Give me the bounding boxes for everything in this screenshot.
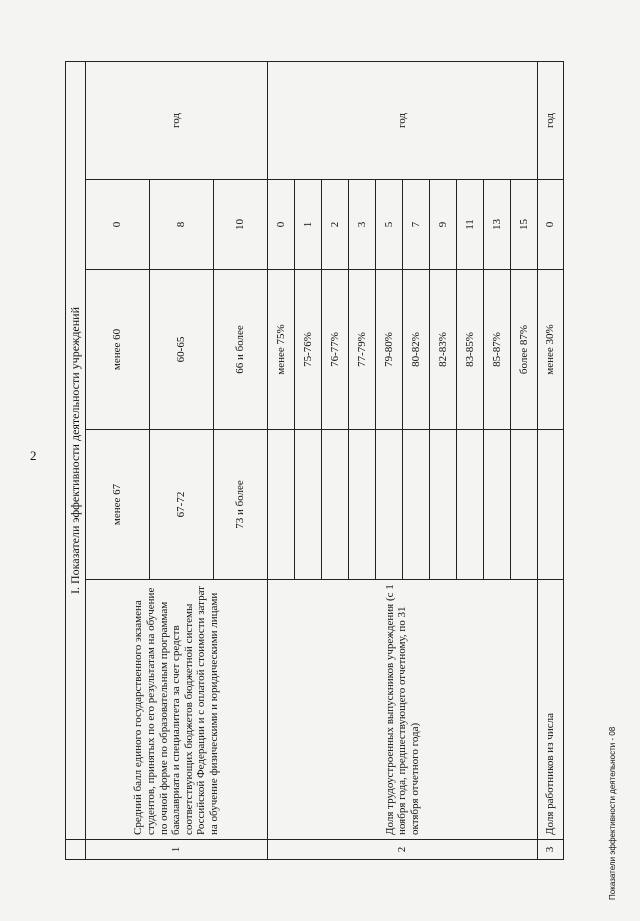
range-cell: менее 60 xyxy=(86,270,150,430)
score-cell: 5 xyxy=(376,180,403,270)
score-cell: 15 xyxy=(511,180,538,270)
range-cell: 82-83% xyxy=(430,270,457,430)
range-cell: более 87% xyxy=(511,270,538,430)
indicator-name: Средний балл единого государственного экзамена студентов, принятых по его результатам на обучение по очной форме по образовательным программам бакалавриата и специалитета за счет средств соответствующих бюджетов бюджетной системы Российской Федерации и с оплатой стоимости затрат на обучение физическими и юридическими лицами xyxy=(86,580,268,840)
range-cell: 79-80% xyxy=(376,270,403,430)
indicator-name: Доля работников из числа xyxy=(538,580,564,840)
range-cell: менее 67 xyxy=(86,430,150,580)
score-cell: 3 xyxy=(349,180,376,270)
range-cell: 85-87% xyxy=(484,270,511,430)
score-cell: 0 xyxy=(86,180,150,270)
range-cell: 80-82% xyxy=(403,270,430,430)
score-cell: 2 xyxy=(322,180,349,270)
row-number: 2 xyxy=(268,840,538,860)
row-number: 1 xyxy=(86,840,268,860)
table-row xyxy=(86,61,150,859)
period-cell: год xyxy=(538,61,564,179)
range-cell: 67-72 xyxy=(150,430,214,580)
score-cell: 0 xyxy=(538,180,564,270)
score-cell: 7 xyxy=(403,180,430,270)
range-cell: 83-85% xyxy=(457,270,484,430)
range-cell: 75-76% xyxy=(295,270,322,430)
score-cell: 8 xyxy=(150,180,214,270)
score-cell: 13 xyxy=(484,180,511,270)
range-cell: 77-79% xyxy=(349,270,376,430)
range-cell: 66 и более xyxy=(214,270,268,430)
range-cell: менее 75% xyxy=(268,270,295,430)
score-cell: 1 xyxy=(295,180,322,270)
footer-text: Показатели эффективности деятельности - 08 xyxy=(608,726,617,900)
score-cell: 9 xyxy=(430,180,457,270)
range-cell: 60-65 xyxy=(150,270,214,430)
table-row xyxy=(538,61,564,859)
row-number: 3 xyxy=(538,840,564,860)
score-cell: 10 xyxy=(214,180,268,270)
range-cell: 73 и более xyxy=(214,430,268,580)
range-cell: менее 30% xyxy=(538,270,564,430)
section-title: I. Показатели эффективности деятельности учреждений xyxy=(66,61,86,839)
indicator-table-rotated xyxy=(65,62,585,860)
range-cell: 76-77% xyxy=(322,270,349,430)
score-cell: 11 xyxy=(457,180,484,270)
table-header-row xyxy=(66,61,86,859)
indicator-name: Доля трудоустроенных выпускников учреждения (с 1 ноября года, предшествующего отчетному, по 31 октября отчетного года) xyxy=(268,580,538,840)
page-number: 2 xyxy=(30,448,37,463)
period-cell: год xyxy=(268,61,538,179)
table-row xyxy=(268,61,295,859)
period-cell: год xyxy=(86,61,268,179)
score-cell: 0 xyxy=(268,180,295,270)
footer xyxy=(603,700,619,900)
indicator-table xyxy=(65,61,564,860)
